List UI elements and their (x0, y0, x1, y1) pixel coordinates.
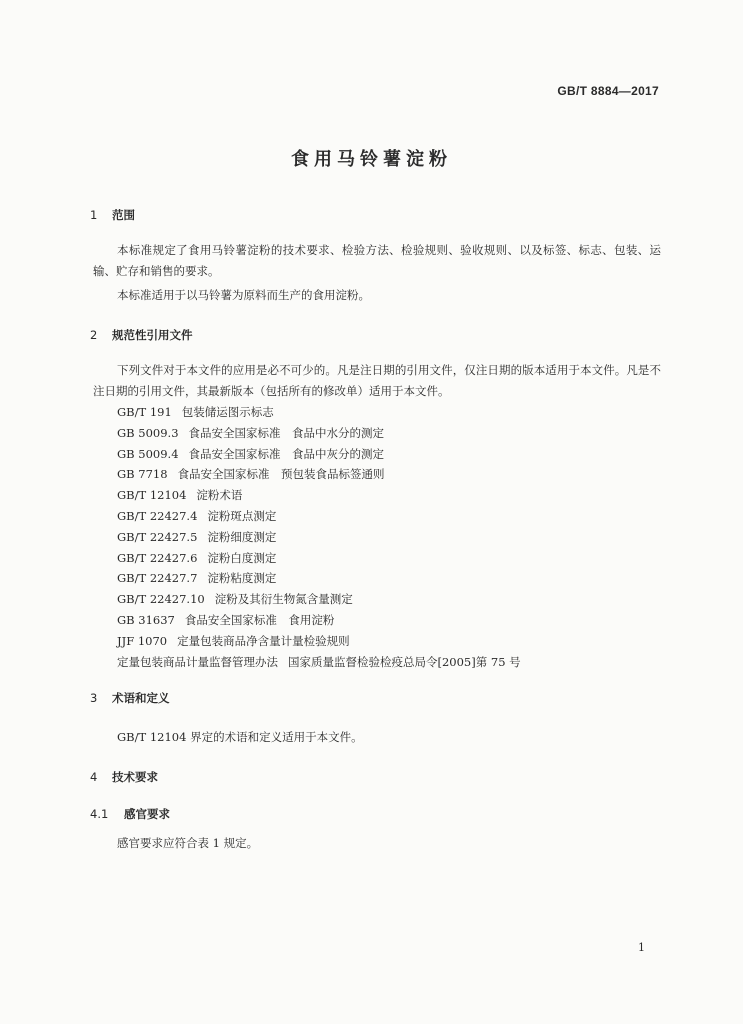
reference-title: 国家质量监督检验检疫总局令[2005]第 75 号 (288, 654, 521, 669)
section-number: 1 (90, 208, 98, 222)
reference-code: GB 5009.4 (117, 446, 179, 461)
reference-item (117, 402, 521, 423)
reference-item (117, 506, 521, 527)
reference-code: GB 7718 (117, 467, 168, 482)
document-title: 食用马铃薯淀粉 (291, 149, 452, 170)
reference-item (117, 527, 521, 548)
reference-code: GB/T 12104 (117, 488, 187, 503)
section-title: 术语和定义 (112, 691, 170, 705)
reference-code: GB/T 22427.4 (117, 508, 198, 523)
reference-item (117, 423, 521, 444)
reference-item (117, 568, 521, 589)
reference-item (117, 652, 521, 673)
section-1-heading (90, 207, 135, 223)
reference-title: 食品安全国家标准 食品中灰分的测定 (188, 446, 385, 461)
reference-code: 定量包装商品计量监督管理办法 (117, 654, 278, 669)
section-4-heading (90, 769, 158, 785)
reference-item (117, 464, 521, 485)
reference-item (117, 589, 521, 610)
section-3-heading (90, 690, 170, 706)
sensory-requirements-paragraph: 感官要求应符合表 1 规定。 (117, 836, 259, 850)
reference-code: JJF 1070 (117, 633, 168, 648)
reference-title: 淀粉白度测定 (207, 550, 277, 565)
reference-title: 食品安全国家标准 食用淀粉 (184, 612, 335, 627)
subsection-number: 4.1 (90, 807, 109, 821)
terms-paragraph: GB/T 12104 界定的术语和定义适用于本文件。 (117, 730, 363, 744)
reference-list (117, 402, 521, 672)
reference-title: 食品安全国家标准 预包装食品标签通则 (177, 467, 385, 482)
document-code: GB/T 8884—2017 (557, 84, 659, 98)
references-intro-paragraph: 下列文件对于本文件的应用是必不可少的。凡是注日期的引用文件，仅注日期的版本适用于本文件。凡是不注日期的引用文件，其最新版本（包括所有的修改单）适用于本文件。 (93, 363, 661, 398)
reference-code: GB/T 22427.6 (117, 550, 198, 565)
section-number: 3 (90, 691, 98, 705)
section-number: 4 (90, 770, 98, 784)
reference-code: GB 5009.3 (117, 425, 179, 440)
reference-title: 淀粉术语 (196, 488, 243, 503)
section-number: 2 (90, 328, 98, 342)
section-title: 技术要求 (112, 770, 158, 784)
reference-item (117, 444, 521, 465)
section-title: 规范性引用文件 (112, 328, 193, 342)
reference-item (117, 610, 521, 631)
subsection-4-1-heading (90, 806, 170, 822)
reference-item (117, 548, 521, 569)
reference-code: GB/T 22427.7 (117, 571, 198, 586)
reference-title: 淀粉粘度测定 (207, 571, 277, 586)
reference-title: 包装储运图示标志 (181, 405, 274, 419)
scope-paragraph-2: 本标准适用于以马铃薯为原料而生产的食用淀粉。 (117, 288, 370, 302)
page-number: 1 (638, 941, 645, 954)
reference-code: GB 31637 (117, 612, 175, 627)
reference-code: GB/T 22427.10 (117, 592, 205, 607)
reference-code: GB/T 22427.5 (117, 529, 198, 544)
subsection-title: 感官要求 (124, 807, 170, 821)
reference-title: 定量包装商品净含量计量检验规则 (177, 633, 350, 648)
scope-paragraph-1: 本标准规定了食用马铃薯淀粉的技术要求、检验方法、检验规则、验收规则、以及标签、标志、包装、运输、贮存和销售的要求。 (93, 243, 661, 278)
reference-item (117, 631, 521, 652)
reference-title: 食品安全国家标准 食品中水分的测定 (188, 425, 385, 440)
reference-code: GB/T 191 (117, 405, 172, 419)
section-2-heading (90, 327, 193, 343)
reference-title: 淀粉及其衍生物氮含量测定 (214, 592, 353, 607)
section-title: 范围 (112, 208, 135, 222)
reference-title: 淀粉斑点测定 (207, 508, 277, 523)
reference-title: 淀粉细度测定 (207, 529, 277, 544)
reference-item (117, 485, 521, 506)
